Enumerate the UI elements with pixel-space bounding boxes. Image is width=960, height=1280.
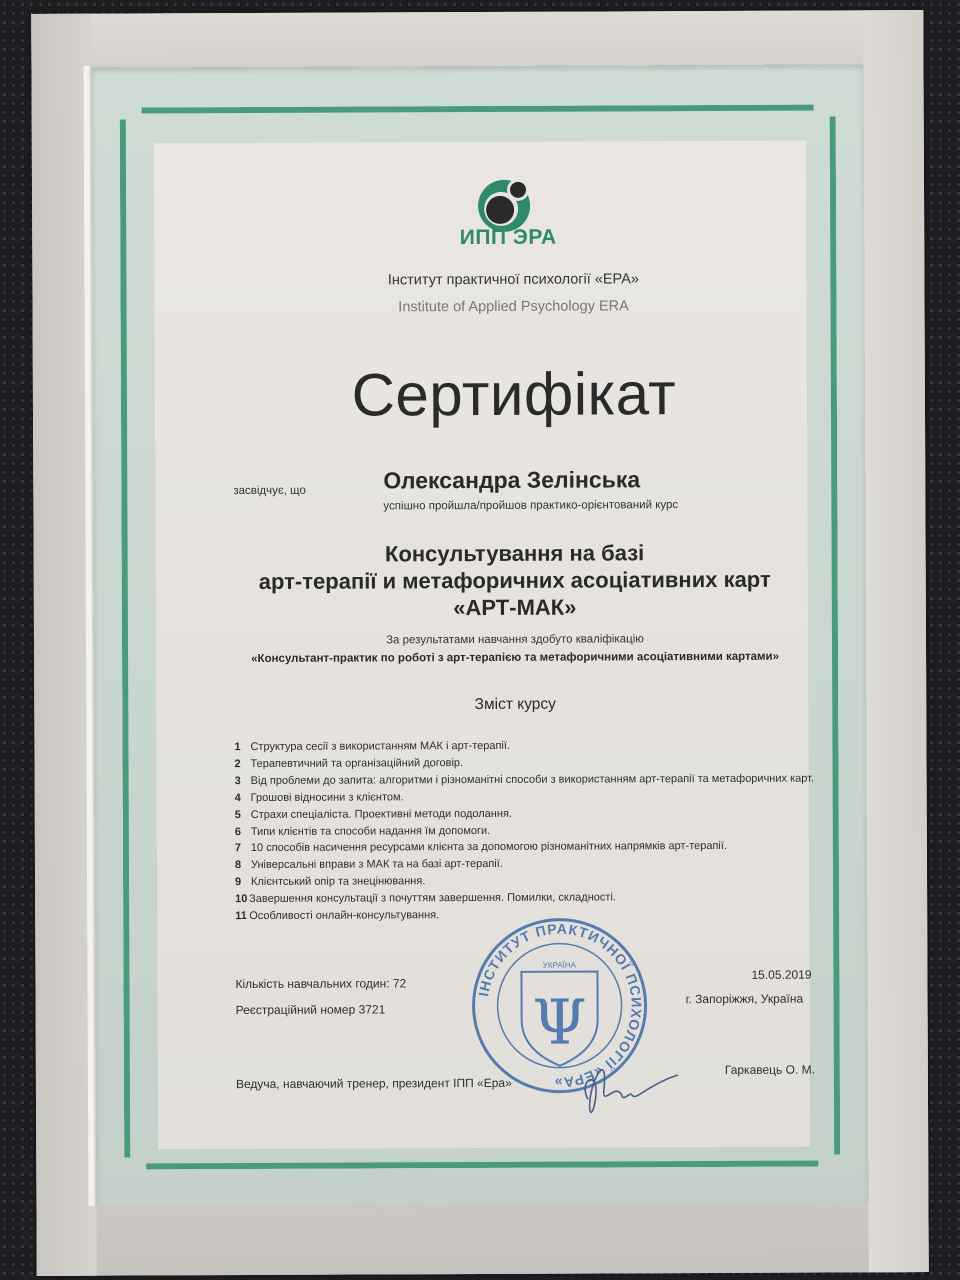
leader-name: Гаркавець О. М. bbox=[724, 1062, 815, 1077]
frame-top bbox=[31, 10, 923, 68]
issue-city: г. Запоріжжя, Україна bbox=[685, 991, 804, 1007]
registration-number: Реєстраційний номер 3721 bbox=[235, 1002, 386, 1018]
module-item: 6 Типи клієнтів та способи надання їм допомоги. bbox=[234, 824, 491, 838]
course-title-line: «АРТ-МАК» bbox=[453, 594, 577, 621]
course-title-line: арт-терапії и метафоричних асоціативних карт bbox=[258, 566, 771, 594]
module-item: 2 Терапевтичний та організаційний договір. bbox=[234, 756, 464, 770]
module-item: 11 Особливості онлайн-консультування. bbox=[235, 909, 440, 923]
signature bbox=[568, 1039, 688, 1120]
institute-name-uk: Інститут практичної психології «ЕРА» bbox=[387, 271, 640, 289]
certificate-title: Сертифікат bbox=[351, 360, 677, 429]
qualification-intro: За результатами навчання здобуто кваліфікацію bbox=[386, 633, 644, 647]
certifies-label: засвідчує, що bbox=[233, 484, 306, 498]
module-item: 10 Завершення консультації з почуттям завершення. Помилки, складності. bbox=[235, 891, 616, 906]
svg-text:УКРАЇНА: УКРАЇНА bbox=[542, 960, 577, 970]
course-modules-list bbox=[234, 737, 814, 925]
picture-frame bbox=[31, 10, 928, 1276]
svg-text:Ψ: Ψ bbox=[532, 985, 588, 1059]
training-hours: Кількість навчальних годин: 72 bbox=[235, 976, 407, 992]
module-item: 1 Структура сесії з використанням МАК і арт-терапії. bbox=[234, 739, 510, 754]
course-title bbox=[130, 538, 900, 622]
recipient-name: Олександра Зелінська bbox=[383, 466, 641, 494]
leader-title: Ведуча, навчаючий тренер, президент ІПП «Ера» bbox=[235, 1075, 512, 1092]
module-item: 4 Грошові відносини з клієнтом. bbox=[234, 791, 404, 804]
course-contents-heading: Зміст курсу bbox=[474, 695, 556, 714]
frame-bottom bbox=[36, 1202, 928, 1276]
module-item: 8 Універсальні вправи з МАК та на базі арт-терапії. bbox=[234, 858, 503, 872]
logo-text: ИПП ЭРА bbox=[459, 225, 557, 250]
svg-text:ІНСТИТУТ ПРАКТИЧНОЇ ПСИХОЛОГІЇ: ІНСТИТУТ ПРАКТИЧНОЇ ПСИХОЛОГІЇ «ЕРА» bbox=[475, 920, 645, 1091]
institute-name-en: Institute of Applied Psychology ERA bbox=[398, 298, 629, 316]
module-item: 5 Страхи спеціаліста. Проективні методи подолання. bbox=[234, 807, 512, 821]
module-item: 9 Клієнтський опір та знецінювання. bbox=[235, 875, 426, 889]
completed-text: успішно пройшла/пройшов практико-орієнтований курс bbox=[383, 499, 679, 513]
qualification: «Консультант-практик по роботі з арт-терапією та метафоричними асоціативними картами» bbox=[251, 650, 780, 665]
module-item: 7 10 способів насичення ресурсами клієнта за допомогою різноманітних напрямків арт-терапії. bbox=[234, 840, 728, 855]
issue-date: 15.05.2019 bbox=[751, 967, 812, 982]
course-title-line: Консультування на базі bbox=[384, 540, 645, 567]
module-item: 3 Від проблеми до запита: алгоритми і різноманітні способи з використанням арт-терапії та метафоричних карт. bbox=[234, 772, 815, 787]
